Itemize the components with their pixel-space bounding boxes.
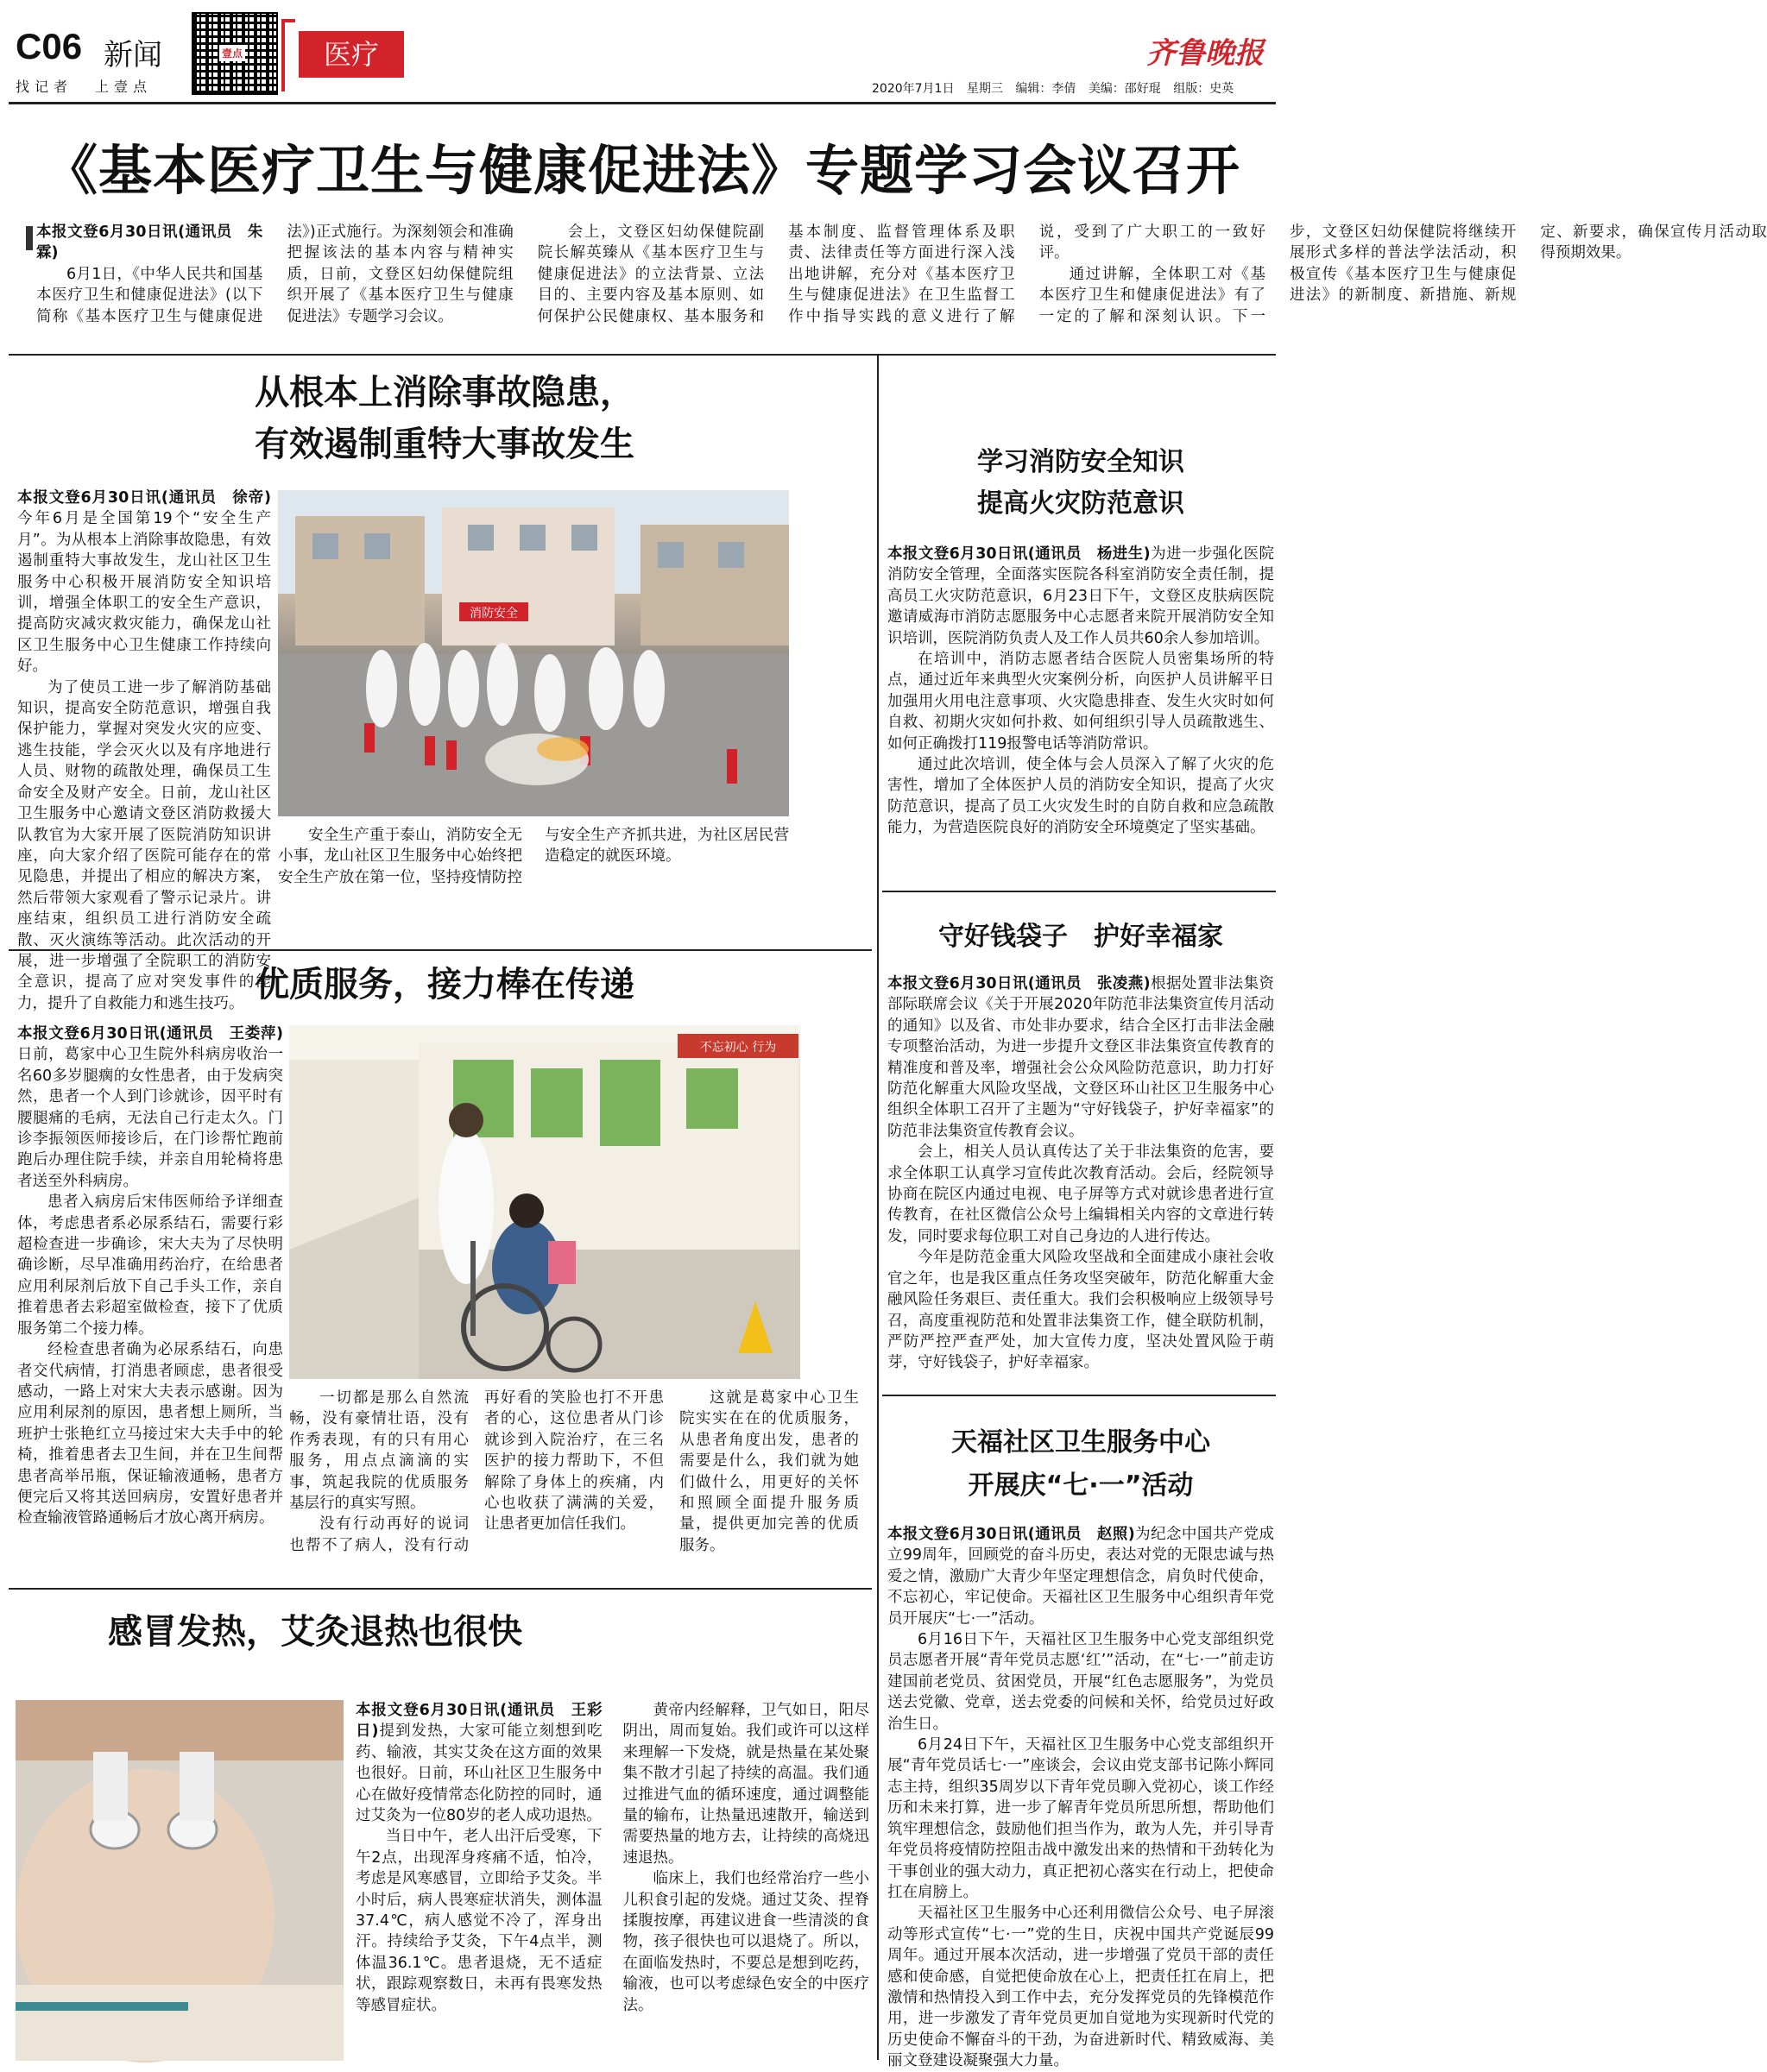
divider-fire — [882, 891, 1276, 892]
paper-name: 齐鲁晚报 — [1146, 36, 1264, 71]
proofreader: 组版：史英 — [1173, 82, 1234, 96]
cold-paragraph: 临床上，我们也经常治疗一些小儿积食引起的发烧。通过艾灸、捏脊揉腹按摩，再建议进食一些清淡的食物，孩子很快也可以退烧了。所以，在面临发热时，不要总是想到吃药，输液，也可以考虑绿色安全的中医疗法。 — [622, 1870, 869, 2014]
safety-paragraph: 为了使员工进一步了解消防基础知识，提高安全防范意识，增强自我保护能力，掌握对突发火灾的应变、逃生技能，学会灭火以及有序地进行人员、财物的疏散处理，确保员工生命安全及财产安全。日前，龙山社区卫生服务中心邀请文登区消防救援大队教官为大家开展了医院消防知识讲座，向大家介绍了医院可能存在的常见隐患，并提出了相应的解决方案，然后带领大家观看了警示记录片。讲座结束，组织员工进行消防安全疏散、灭火演练等活动。此次活动的开展，进一步增强了全院职工的消防安全意识，提高了应对突发事件的能力，提升了自救能力和逃生技巧。 — [17, 678, 271, 1012]
safety-headline-2: 有效遏制重特大事故发生 — [255, 425, 634, 464]
masthead-info — [872, 79, 1234, 97]
relay-story-body-2 — [289, 1388, 859, 1578]
divider-lead — [9, 354, 1276, 356]
safety-paragraph: 安全生产重于泰山，消防安全无小事，龙山社区卫生服务中心始终把安全生产放在第一位，坚持疫情防控与安全生产齐抓共进，为社区居民营造稳定的就医环境。 — [278, 827, 789, 886]
divider-safety — [9, 949, 872, 951]
column-divider — [877, 356, 879, 2060]
money-story-body — [887, 973, 1274, 1379]
lead-paragraph: 通过讲解，全体职工对《基本医疗卫生和健康促进法》有了一定的了解和深刻认识。下一步，文登区妇幼保健院将继续开展形式多样的普法学法活动，积极宣传《基本医疗卫生与健康促进法》的新制度、新措施、新规定、新要求，确保宣传月活动取得预期效果。 — [1038, 224, 1767, 325]
relay-paragraph: 一切都是那么自然流畅，没有豪情壮语，没有作秀表现，有的只有用心服务，用点点滴滴的实事，筑起我院的优质服务基层行的真实写照。 — [289, 1389, 469, 1513]
fire-byline: 本报文登6月30日讯(通讯员 杨进生) — [887, 545, 1151, 563]
issue-date: 2020年7月1日 — [872, 82, 955, 96]
safety-byline: 本报文登6月30日讯(通讯员 徐帝) — [17, 489, 271, 507]
safety-story-body-2 — [278, 825, 789, 937]
masthead — [0, 0, 1284, 112]
party-headline-1: 天福社区卫生服务中心 — [951, 1427, 1210, 1458]
lead-story-body — [36, 222, 1767, 347]
lead-paragraph: 会上，文登区妇幼保健院副院长解英臻从《基本医疗卫生与健康促进法》的立法背景、立法目的、主要内容及基本原则、如何保护公民健康权、基本服务和基本制度、监督管理体系及职责、法律责任等方面进行深入浅出地讲解，充分对《基本医疗卫生与健康促进法》在卫生监督工作中指导实践的意义进行了解说，受到了广大职工的一致好评。 — [537, 224, 1265, 325]
party-headline-2: 开展庆“七·一”活动 — [968, 1471, 1194, 1501]
cold-headline: 感冒发热，艾灸退热也很快 — [108, 1612, 522, 1652]
designer: 美编：邵好琨 — [1088, 82, 1161, 96]
party-paragraph: 天福社区卫生服务中心还利用微信公众号、电子屏滚动等形式宣传“七·一”党的生日，庆祝中国共产党诞辰99周年。通过开展本次活动，进一步增强了党员干部的责任感和使命感，自觉把使命放在心上，把责任扛在肩上，把激情和热情投入到工作中去，充分发挥党员的先锋模范作用，进一步激发了青年党员更加自觉地为实现新时代党的历史使命不懈奋斗的干劲，为奋进新时代、精致威海、美丽文登建设凝聚强大力量。 — [887, 1905, 1274, 2070]
divider-money — [882, 1395, 1276, 1396]
editor: 编辑：李倩 — [1015, 82, 1076, 96]
cold-byline: 本报文登6月30日讯(通讯员 王彩日) — [356, 1702, 603, 1741]
relay-story-body — [17, 1023, 283, 1576]
channel-tag — [299, 31, 404, 78]
slogan-left: 找记者 — [16, 79, 73, 95]
fire-drill-photo — [278, 490, 789, 816]
slogan-right: 上壹点 — [95, 79, 153, 95]
fire-story-body — [887, 544, 1274, 867]
issue-weekday: 星期三 — [966, 82, 1003, 96]
fire-paragraph: 通过此次培训，使全体与会人员深入了解了火灾的危害性，增加了全体医护人员的消防安全知识，提高了火灾防范意识，提高了员工火灾发生时的自防自救和应急疏散能力，为营造医院良好的消防安全环境奠定了坚实基础。 — [887, 756, 1274, 837]
relay-byline: 本报文登6月30日讯(通讯员 王娄萍) — [17, 1025, 283, 1042]
relay-paragraph: 经检查患者确为必尿系结石，向患者交代病情，打消患者顾虑，患者很受感动，一路上对宋大夫表示感谢。因为应用利尿剂的原因，患者想上厕所，当班护士张艳红立马接过宋大夫手中的轮椅，推着患者去卫生间，并在卫生间帮患者高举吊瓶，保证输液通畅，患者方便完后又将其送回病房，安置好患者并检查输液管路通畅后才放心离开病房。 — [17, 1341, 283, 1527]
relay-headline: 优质服务，接力棒在传递 — [255, 965, 634, 1005]
page-number: C06 — [16, 26, 83, 66]
party-story-body — [887, 1524, 1275, 2070]
relay-paragraph: 日前，葛家中心卫生院外科病房收治一名60多岁腿瘸的女性患者，由于发病突然，患者一个人到门诊就诊，因平时有腰腿痛的毛病，无法自己行走太久。门诊李振领医师接诊后，在门诊帮忙跑前跑后办理住院手续，并亲自用轮椅将患者送至外科病房。 — [17, 1046, 283, 1190]
lead-mark — [26, 226, 33, 250]
moxibustion-scene — [16, 1700, 344, 2061]
relay-paragraph: 这就是葛家中心卫生院实实在在的优质服务，从患者角度出发，患者的需要是什么，我们就为她们做什么，用更好的关怀和照顾全面提升服务质量，提供更加完善的优质服务。 — [679, 1389, 859, 1554]
safety-story-body — [17, 488, 271, 1012]
money-paragraph: 今年是防范金重大风险攻坚战和全面建成小康社会收官之年，也是我区重点任务攻坚突破年，防范化解重大金融风险任务艰巨、责任重大。我们会积极响应上级领导号召，高度重视防范和处置非法集资工作，健全联防机制，严防严控严查严处，加大宣传力度，坚决处置风险于萌芽，守好钱袋子，护好幸福家。 — [887, 1249, 1274, 1372]
party-paragraph: 6月24日下午，天福社区卫生服务中心党支部组织开展“青年党员话七·一”座谈会，会议由党支部书记陈小辉同志主持，组织35周岁以下青年党员聊入党初心，谈工作经历和未来打算，进一步了解青年党员所思所想，帮助他们筑牢理想信念，鼓励他们担当作为，敢为人先，并引导青年党员将疫情防控阻击战中激发出来的热情和干劲转化为干事创业的强大动力，真正把初心落实在行动上，把使命扛在肩膀上。 — [887, 1736, 1274, 1901]
cold-paragraph: 黄帝内经解释，卫气如日，阳尽阴出，周而复始。我们或许可以这样来理解一下发烧，就是热量在某处聚集不散才引起了持续的高温。我们通过推进气血的循环速度，通过调整能量的输布，让热量迅速散开，输送到需要热量的地方去，让持续的高烧迅速退热。 — [622, 1702, 869, 1867]
lead-headline: 《基本医疗卫生与健康促进法》专题学习会议召开 — [43, 139, 1240, 202]
wheelchair-photo — [289, 1025, 800, 1379]
money-headline: 守好钱袋子 护好幸福家 — [938, 922, 1223, 952]
relay-paragraph: 没有行动再好的说词也帮不了病人，没有行动再好看的笑脸也打不开患者的心，这位患者从门诊就诊到入院治疗，在三名医护的接力帮助下，不但解除了身体上的疾痛，内心也收获了满满的关爱，让患者更加信任我们。 — [289, 1389, 664, 1554]
divider-relay — [9, 1588, 872, 1590]
channel-tag-label: 医疗 — [323, 38, 379, 71]
qr-caption: 壹点 — [219, 45, 245, 61]
cold-story-body — [356, 1700, 869, 2063]
cold-paragraph: 当日中午，老人出汗后受寒，下午2点，出现浑身疼痛不适，怕冷，考虑是风寒感冒，立即给予艾灸。半小时后，病人畏寒症状消失，测体温37.4℃，病人感觉不冷了，浑身出汗。持续给予艾灸，下午4点半，测体温36.1℃。患者退烧，无不适症状，跟踪观察数日，未再有畏寒发热等感冒症状。 — [356, 1828, 603, 2014]
party-paragraph: 为纪念中国共产党成立99周年，回顾党的奋斗历史，表达对党的无限忠诚与热爱之情，激励广大青少年坚定理想信念，肩负时代使命，不忘初心，牢记使命。天福社区卫生服务中心组织青年党员开展庆“七·一”活动。 — [887, 1526, 1275, 1628]
photo2-sign: 不忘初心 行为 — [699, 1041, 777, 1055]
money-byline: 本报文登6月30日讯(通讯员 张凌燕) — [887, 975, 1151, 992]
section-name: 新闻 — [104, 38, 162, 72]
moxibustion-photo — [16, 1700, 344, 2061]
photo1-sign: 消防安全 — [470, 607, 518, 620]
money-paragraph: 根据处置非法集资部际联席会议《关于开展2020年防范非法集资宣传月活动的通知》以及省、市处非办要求，结合全区打击非法金融专项整治活动，为进一步提升文登区非法集资宣传教育的精准度和普及率，增强社会公众风险防范意识，助力打好防范化解重大风险攻坚战，文登区环山社区卫生服务中心组织全体职工召开了主题为“守好钱袋子，护好幸福家”的防范非法集资宣传教育会议。 — [887, 975, 1275, 1140]
relay-paragraph: 患者入病房后宋伟医师给予详细查体，考虑患者系必尿系结石，需要行彩超检查进一步确诊，宋大夫为了尽快明确诊断，尽早准确用药治疗，在给患者应用利尿剂后放下自己手头工作，亲自推着患者去彩超室做检查，接下了优质服务第二个接力棒。 — [17, 1193, 283, 1338]
fire-drill-scene — [278, 490, 789, 816]
lead-byline: 本报文登6月30日讯(通讯员 朱霖) — [36, 224, 263, 262]
money-paragraph: 会上，相关人员认真传达了关于非法集资的危害，要求全体职工认真学习宣传此次教育活动。会后，经院领导协商在院区内通过电视、电子屏等方式对就诊患者进行宣传教育，在社区微信公众号上编辑相关内容的文章进行转发，同时要求每位职工对自己身边的人进行传达。 — [887, 1143, 1274, 1245]
lead-paragraph: 6月1日，《中华人民共和国基本医疗卫生和健康促进法》(以下简称《基本医疗卫生与健康促进法》)正式施行。为深刻领会和准确把握该法的基本内容与精神实质，日前，文登区妇幼保健院组织开展了《基本医疗卫生与健康促进法》专题学习会议。 — [36, 224, 514, 325]
party-paragraph: 6月16日下午，天福社区卫生服务中心党支部组织党员志愿者开展“青年党员志愿‘红’”活动，在“七·一”前走访建国前老党员、贫困党员，开展“红色志愿服务”，为党员送去党徽、党章，送去党委的问候和关怀，给党员过好政治生日。 — [887, 1631, 1274, 1733]
channel-tag-bracket — [281, 19, 295, 91]
fire-headline-2: 提高火灾防范意识 — [977, 488, 1184, 519]
party-byline: 本报文登6月30日讯(通讯员 赵照) — [887, 1526, 1135, 1543]
wheelchair-scene — [289, 1025, 800, 1379]
masthead-rule — [9, 102, 1276, 104]
fire-headline-1: 学习消防安全知识 — [977, 447, 1184, 477]
safety-paragraph: 今年6月是全国第19个“安全生产月”。为从根本上消除事故隐患，有效遏制重特大事故发生，龙山社区卫生服务中心积极开展消防安全知识培训，增强全体职工的安全生产意识，提高防灾减灾救灾能力，确保龙山社区卫生服务中心卫生健康工作持续向好。 — [17, 510, 271, 676]
fire-paragraph: 在培训中，消防志愿者结合医院人员密集场所的特点，通过近年来典型火灾案例分析，向医护人员讲解平日加强用火用电注意事项、火灾隐患排查、发生火灾时如何自救、初期火灾如何扑救、如何组织引导人员疏散逃生、如何正确拨打119报警电话等消防常识。 — [887, 651, 1274, 753]
fire-paragraph: 为进一步强化医院消防安全管理，全面落实医院各科室消防安全责任制，提高员工火灾防范意识，6月23日下午，文登区皮肤病医院邀请威海市消防志愿服务中心志愿者来院开展消防安全知识培训，医院消防负责人及工作人员共60余人参加培训。 — [887, 545, 1275, 647]
safety-headline-1: 从根本上消除事故隐患， — [255, 373, 634, 413]
cold-paragraph: 提到发热，大家可能立刻想到吃药、输液，其实艾灸在这方面的效果也很好。日前，环山社区卫生服务中心在做好疫情常态化防控的同时，通过艾灸为一位80岁的老人成功退热。 — [356, 1722, 603, 1825]
